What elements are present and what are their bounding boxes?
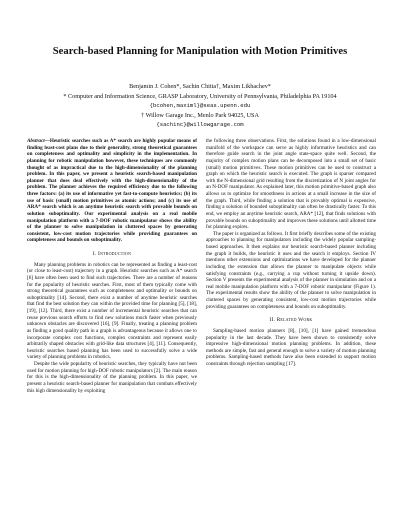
abstract	[27, 138, 197, 244]
right-column	[206, 138, 376, 368]
abstract-text: —Heuristic searches such as A* search are highly popular means of finding least-cost plans due to their generality, strong theoretical guarantees on completeness and optimality and simplicity in the implementation. In planning for robotic manipulation however, these techniques are commonly thought of as impractical due to the high-dimensionality of the planning problem. In this paper, we present a heuristic search-based manipulation planner that does deal effectively with the high-dimensionality of the problem. The planner achieves the required efficiency due to the following three factors: (a) its use of informative yet fast-to-compute heuristics; (b) its use of basic (small) motion primitives as atomic actions; and (c) its use of ARA* search which is an anytime heuristic search with provable bounds on solution suboptimality. Our experimental analysis on a real mobile manipulation platform with a 7-DOF robotic manipulator shows the ability of the planner to solve manipulation in cluttered spaces by generating consistent, low-cost motion trajectories while providing guarantees on completeness and bounds on suboptimality.	[27, 138, 197, 244]
affiliation-2: † Willow Garage Inc., Menlo Park 94025, USA	[141, 111, 259, 119]
abstract-lead: Abstract	[27, 138, 45, 144]
author-names: Benjamin J. Cohen*, Sachin Chitta†, Maxim Likhachev*	[129, 83, 271, 90]
related-work-paragraph-1: Sampling-based motion planners [8], [10], [1] have gained tremendous popularity in the last decade. They have been shown to consistently solve impressive high-dimensional motion planning problems. In addition, these methods are simple, fast and general enough to solve a variety of motion planning problems. Sampling-based methods have also been extended to support motion constraints through rejection sampling [17].	[206, 327, 376, 367]
intro-paragraph-3: the following three observations. First, the solutions found in a low-dimensional manifold of the workspace can serve as highly informative heuristics and can therefore guide search in the joint angle state-space quite well. Second, the majority of complex motion plans can be decomposed into a small set of basic (small) motion primitives. These motion primitives can be used to construct a graph on which the heuristic search is executed. The graph is sparser compared with the N-dimensional grid resulting from the discretization of N joint angles for an N-DOF manipulator. As explained later, this motion primitive-based graph also allows us to optimize for smoothness in actions at a small increase in the size of the graph. Third, while finding a solution that is provably optimal is expensive, finding a solution of bounded suboptimality can often be drastically faster. To this end, we employ an anytime heuristic search, ARA* [12], that finds solutions with provable bounds on suboptimality and improves these solutions until allotted time for planning expires.	[206, 138, 376, 231]
intro-paragraph-1: Many planning problems in robotics can be represented as finding a least-cost (or close to least-cost) trajectory in a graph. Heuristic searches such as A* search [6] have often been used to find such trajectories. There are a number of reasons for the popularity of heuristic searches. First, most of them typically come with strong theoretical guarantees such as completeness and optimality or bounds on suboptimality [14]. Second, there exist a number of anytime heuristic searches that find the best solution they can within the provided time for planning [5], [18], [19], [12]. Third, there exist a number of incremental heuristic searches that can reuse previous search efforts to find new solutions much faster when previously unknown obstacles are discovered [16], [9]. Finally, treating a planning problem as finding a good quality path in a graph is advantageous because it allows one to incorporate complex cost functions, complex constraints and represent easily arbitrarily shaped obstacles with grid-like data structures [4], [11]. Consequently, heuristic searches based planning has been used to successfully solve a wide variety of planning problems in robotics.	[27, 261, 197, 361]
section-heading-related-work: II. Related Work	[269, 317, 313, 324]
intro-paragraph-4: The paper is organized as follows. It first briefly describes some of the existing approaches to planning for manipulators including the widely popular sampling-based approaches. It then explains our heuristic search-based planner including the graph it builds, the heuristic it uses and the search it employs. Section IV mentions other extensions and optimizations we have developed for the planner including the extension that allows the planner to manipulate objects while satisfying constraints (e.g., carrying a cup without turning it upside down). Section V presents the experimental analysis of the planner in simulation and on a real mobile manipulation platform with a 7-DOF robotic manipulator (Figure 1). The experimental results show the ability of the planner to solve manipulation in cluttered spaces by generating consistent, low-cost motion trajectories while providing guarantees on completeness and bounds on suboptimality.	[206, 230, 376, 310]
intro-paragraph-2: Despite the wide popularity of heuristic searches, they typically have not been used for motion planning for high-DOF robotic manipulators [2]. The main reason for this is the high-dimensionality of the planning problem. In this paper, we present a heuristic search-based planner for manipulation that combats effectively this high dimensionality by exploiting	[27, 361, 197, 394]
section-heading-introduction: I. Introduction	[92, 251, 132, 257]
left-column	[27, 138, 197, 394]
email-1: {bcohen,maximl}@seas.upenn.edu	[149, 102, 251, 110]
email-2: {sachinc}@willowgarage.com	[156, 121, 244, 129]
affiliation-1: * Computer and Information Science, GRASP Laboratory, University of Pennsylvania, Philadelphia PA 19104	[63, 92, 337, 100]
author-block	[20, 82, 380, 130]
paper-title: Search-based Planning for Manipulation with Motion Primitives	[52, 46, 348, 57]
